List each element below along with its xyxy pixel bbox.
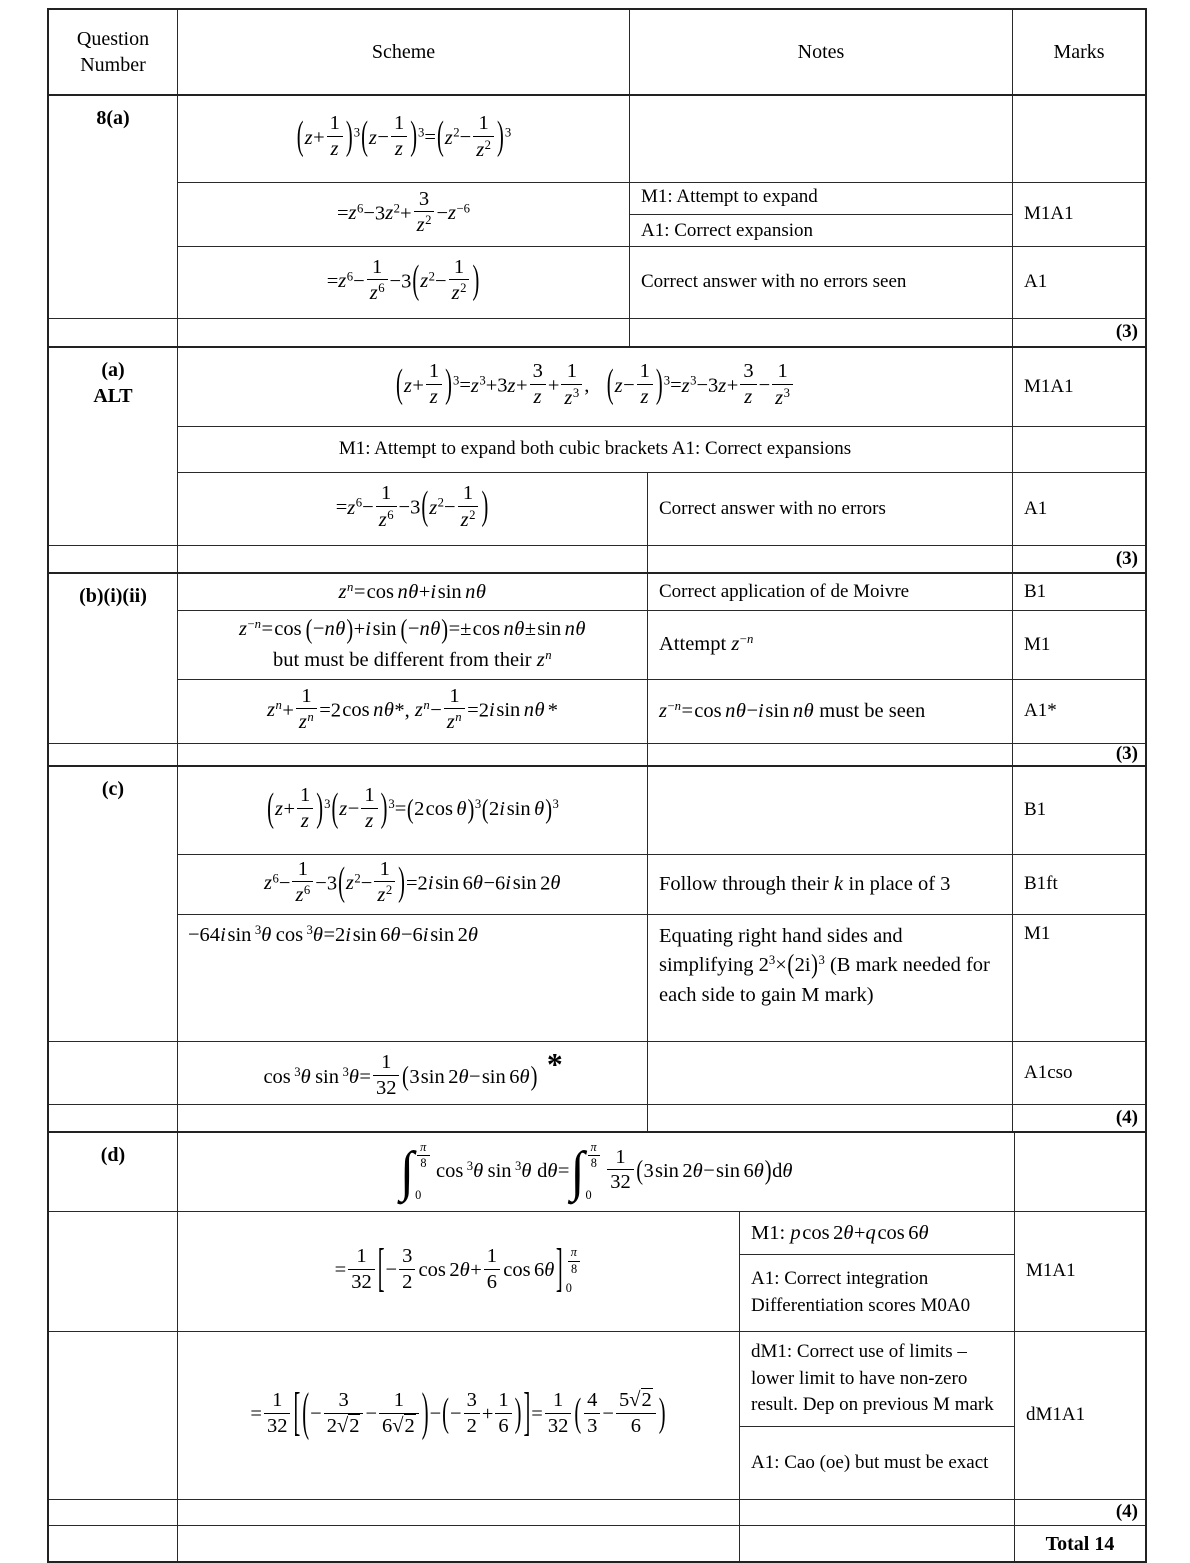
subtotal-d-value: (4) xyxy=(1115,1501,1138,1523)
header-marks-label: Marks xyxy=(1053,41,1105,63)
subtotal-d-qn-empty xyxy=(49,1499,177,1525)
note-b-row2-text: Attempt $z^{-n}$ xyxy=(659,632,754,656)
scheme-d-row3 xyxy=(177,1331,739,1499)
marks-8a-row3-value: A1 xyxy=(1024,271,1048,293)
marks-d-row1-empty xyxy=(1014,1133,1145,1211)
marks-alt-row2-empty xyxy=(1012,426,1145,472)
marks-d-row3 xyxy=(1014,1331,1145,1499)
note-d-a1-cao-text: A1: Cao (oe) but must be exact xyxy=(751,1451,989,1473)
total-row-notes-empty xyxy=(739,1525,1014,1561)
marks-b-row3-value: A1* xyxy=(1024,700,1057,722)
scheme-c-row2 xyxy=(177,854,647,914)
qn-d-row3-empty xyxy=(49,1331,177,1499)
marks-8a-row2 xyxy=(1012,182,1145,246)
section-c xyxy=(49,765,1145,1131)
notes-c-row1-empty xyxy=(647,767,1012,854)
scheme-8a-row1 xyxy=(177,96,629,182)
scheme-8a-row3 xyxy=(177,246,629,318)
mark-scheme-table xyxy=(47,8,1147,1563)
notes-b-row3 xyxy=(647,679,1012,743)
marks-c-row3 xyxy=(1012,914,1145,1041)
equation-c-1: (z+ $\frac{1}{z}$ )$^3$(z− $\frac{1}{z}$ )$^3$=(2cos θ)$^3$(2isin θ)$^3$ xyxy=(267,784,559,832)
header-scheme-label: Scheme xyxy=(371,41,436,63)
notes-d-row3 xyxy=(739,1331,1014,1499)
header-notes-label: Notes xyxy=(797,41,845,63)
header-notes xyxy=(629,10,1012,94)
header-question-number xyxy=(49,10,177,94)
notes-c-cso-empty xyxy=(647,1041,1012,1104)
total-marks xyxy=(1014,1525,1145,1561)
equation-d-2: = $\frac{1}{32}$ [− $\frac{3}{2}$ cos 2θ+ $\frac{1}{6}$ cos 6θ] $\frac{\pi}{8}$ 0 xyxy=(335,1247,583,1296)
subtotal-alt-scheme-empty xyxy=(177,545,647,572)
total-row-scheme-empty xyxy=(177,1525,739,1561)
question-number-8a xyxy=(49,96,177,318)
subtotal-alt-value: (3) xyxy=(1115,547,1138,569)
scheme-b-row2 xyxy=(177,610,647,679)
equation-c-2: $z^6-$ $\frac{1}{z^6}$ $-3(z^2-$ $\frac{1}{z^2}$ )=2isin 6θ−6isin 2θ xyxy=(264,857,561,907)
marks-c-row2-value: B1ft xyxy=(1024,873,1058,895)
section-d xyxy=(49,1131,1145,1561)
notes-d-row2 xyxy=(739,1211,1014,1331)
scheme-c-row3 xyxy=(177,914,647,1041)
qn-d-row2-empty xyxy=(49,1211,177,1331)
equation-b-2b: but must be different from their $z^n$ xyxy=(272,648,552,671)
header-scheme xyxy=(177,10,629,94)
header-marks xyxy=(1012,10,1145,94)
subtotal-8a-scheme-empty xyxy=(177,318,629,346)
notes-c-row2 xyxy=(647,854,1012,914)
subtotal-b-notes-empty xyxy=(647,743,1012,765)
subtotal-c-notes-empty xyxy=(647,1104,1012,1131)
equation-d-3: = $\frac{1}{32}$ [(− $\frac{3}{2√2}$ − $\frac{1}{6√2}$ )−(− $\frac{3}{2}$ + $\frac{1}{6}$ )]= $\frac{1}{32}$ ( $\frac{4}{3}$ − $\frac{5√2}{6}$ ) xyxy=(250,1384,666,1443)
subtotal-b-value: (3) xyxy=(1115,743,1138,765)
marks-b-row2-value: M1 xyxy=(1024,633,1051,655)
note-b-row1-text: Correct application of de Moivre xyxy=(659,580,910,602)
note-c-row3-text: Equating right hand sides and simplifying $2^3\times(2i)^3$ (B mark needed for each side to gain M mark) xyxy=(659,925,990,1006)
note-alt-row3-text: Correct answer with no errors xyxy=(659,497,886,519)
question-number-alt-label: ALT xyxy=(93,385,133,407)
note-c-row2-text: Follow through their k in place of 3 xyxy=(659,872,951,895)
question-number-8a-label: 8(a) xyxy=(96,107,130,129)
subtotal-8a-value: (3) xyxy=(1115,321,1138,343)
scheme-d-row2 xyxy=(177,1211,739,1331)
equation-d-1: ∫ $\frac{\pi}{8}$ 0 cos $^3$θ sin $^3$θ dθ= ∫ $\frac{\pi}{8}$ 0 $\frac{1}{32}$ (3sin 2θ−sin 6θ)dθ xyxy=(400,1139,793,1203)
subtotal-b-scheme-empty xyxy=(177,743,647,765)
scheme-8a-row2 xyxy=(177,182,629,246)
notes-8a-row2 xyxy=(629,182,1012,246)
marks-c-cso-value: A1cso xyxy=(1024,1061,1073,1083)
table-header-row xyxy=(49,10,1145,94)
equation-8a-1: (z+ $\frac{1}{z}$ )$^3$(z− $\frac{1}{z}$ )$^3=(z^2-$ $\frac{1}{z^2}$ )$^3$ xyxy=(296,112,512,161)
notes-c-row3 xyxy=(647,914,1012,1041)
subtotal-alt-qn-empty xyxy=(49,545,177,572)
equation-c-cso: cos $^3$θ sin $^3$θ= $\frac{1}{32}$ (3sin 2θ−sin 6θ) * xyxy=(263,1046,563,1100)
scheme-d-row1 xyxy=(177,1133,1014,1211)
subtotal-b-qn-empty xyxy=(49,743,177,765)
note-d-m1-text: M1: pcos 2θ+qcos 6θ xyxy=(751,1221,929,1244)
equation-c-3: −64isin $^3$θ cos $^3$θ=2isin 6θ−6isin 2θ xyxy=(188,923,478,946)
note-d-a1-cao xyxy=(740,1426,1014,1499)
marks-c-row3-value: M1 xyxy=(1024,923,1051,944)
subtotal-c xyxy=(1012,1104,1145,1131)
marks-alt-row3-value: A1 xyxy=(1024,497,1048,519)
notes-8a-row1-empty xyxy=(629,96,1012,182)
section-b xyxy=(49,572,1145,765)
notes-b-row2 xyxy=(647,610,1012,679)
notes-alt-row3 xyxy=(647,472,1012,545)
note-8a-a1-text: A1: Correct expansion xyxy=(641,220,814,241)
subtotal-d-notes-empty xyxy=(739,1499,1014,1525)
question-number-a-label: (a) xyxy=(101,359,125,381)
marks-d-row2 xyxy=(1014,1211,1145,1331)
scheme-alt-row3 xyxy=(177,472,647,545)
marks-alt-row3 xyxy=(1012,472,1145,545)
marks-alt-row1-value: M1A1 xyxy=(1024,375,1074,397)
equation-b-1: $z^n=\cos$ nθ+isin nθ xyxy=(338,579,486,603)
marks-c-row1 xyxy=(1012,767,1145,854)
question-number-d xyxy=(49,1133,177,1211)
marks-8a-row1-empty xyxy=(1012,96,1145,182)
subtotal-alt-notes-empty xyxy=(647,545,1012,572)
note-d-a1 xyxy=(740,1254,1014,1331)
question-number-d-label: (d) xyxy=(100,1144,126,1166)
note-d-dm1 xyxy=(740,1332,1014,1426)
marks-b-row3 xyxy=(1012,679,1145,743)
scheme-c-cso-row xyxy=(177,1041,647,1104)
note-d-a1-text: A1: Correct integration Differentiation scores M0A0 xyxy=(751,1268,971,1316)
scheme-b-row3 xyxy=(177,679,647,743)
marks-alt-row1 xyxy=(1012,348,1145,426)
equation-8a-3: $=z^6-$ $\frac{1}{z^6}$ $-3(z^2-$ $\frac{1}{z^2}$ ) xyxy=(326,255,480,305)
subtotal-d xyxy=(1014,1499,1145,1525)
marks-c-row2 xyxy=(1012,854,1145,914)
notes-alt-row2 xyxy=(177,426,1012,472)
note-8a-m1-text: M1: Attempt to expand xyxy=(641,186,818,208)
note-b-row3-text: $z^{-n}=\cos$ nθ−isin nθ must be seen xyxy=(659,698,926,722)
subtotal-c-qn-empty xyxy=(49,1104,177,1131)
section-8a xyxy=(49,94,1145,346)
scheme-b-row1 xyxy=(177,574,647,610)
question-number-c-label: (c) xyxy=(101,778,125,800)
marks-c-cso xyxy=(1012,1041,1145,1104)
note-8a-a1 xyxy=(630,214,1012,248)
subtotal-8a-qn-empty xyxy=(49,318,177,346)
question-number-c xyxy=(49,767,177,1041)
header-question-number-label: Question Number xyxy=(76,28,150,76)
marks-8a-row3 xyxy=(1012,246,1145,318)
equation-alt-1: (z+ $\frac{1}{z}$ )$^3=z^3+3z+$ $\frac{3}{z}$ + $\frac{1}{z^3}$ , (z− $\frac{1}{z}$ )$^3=z^3-3z+$ $\frac{3}{z}$ − $\frac{1}{z^3}$ xyxy=(395,362,795,412)
note-8a-row3-text: Correct answer with no errors seen xyxy=(641,271,907,293)
scheme-c-row1 xyxy=(177,767,647,854)
note-alt-row2-text: M1: Attempt to expand both cubic brackets A1: Correct expansions xyxy=(338,438,852,460)
subtotal-c-value: (4) xyxy=(1115,1106,1138,1128)
question-number-a-alt xyxy=(49,348,177,545)
equation-b-2a: $z^{-n}=\cos$ (−nθ)+isin (−nθ)=±cos nθ±sin nθ xyxy=(238,614,586,645)
scheme-alt-row1 xyxy=(177,348,1012,426)
section-a-alt xyxy=(49,346,1145,572)
subtotal-b xyxy=(1012,743,1145,765)
marks-b-row2 xyxy=(1012,610,1145,679)
marks-c-row1-value: B1 xyxy=(1024,799,1047,821)
equation-b-3: $z^n+$ $\frac{1}{z^n}$ =2cos nθ*, $z^n-$ $\frac{1}{z^n}$ =2isin nθ * xyxy=(266,684,559,734)
note-d-dm1-text: dM1: Correct use of limits – lower limit to have non-zero result. Dep on previous M mark xyxy=(751,1341,994,1416)
equation-8a-2: $=z^6-3z^2+$ $\frac{3}{z^2}$ $-z^{-6}$ xyxy=(336,187,471,237)
marks-d-row2-value: M1A1 xyxy=(1026,1260,1076,1282)
marks-b-row1-value: B1 xyxy=(1024,580,1047,602)
notes-8a-row3 xyxy=(629,246,1012,318)
equation-alt-2: $=z^6-$ $\frac{1}{z^6}$ $-3(z^2-$ $\frac{1}{z^2}$ ) xyxy=(335,482,489,531)
marks-8a-row2-value: M1A1 xyxy=(1024,203,1074,225)
note-d-m1 xyxy=(740,1212,1014,1254)
cso-row-qn-empty xyxy=(49,1041,177,1104)
subtotal-alt xyxy=(1012,545,1145,572)
subtotal-c-scheme-empty xyxy=(177,1104,647,1131)
subtotal-8a xyxy=(1012,318,1145,346)
note-8a-m1 xyxy=(630,181,1012,214)
subtotal-d-scheme-empty xyxy=(177,1499,739,1525)
total-row-qn-empty xyxy=(49,1525,177,1561)
notes-b-row1 xyxy=(647,574,1012,610)
marks-d-row3-value: dM1A1 xyxy=(1026,1404,1086,1426)
subtotal-8a-notes-empty xyxy=(629,318,1012,346)
marks-b-row1 xyxy=(1012,574,1145,610)
question-number-b-label: (b)(i)(ii) xyxy=(79,585,147,607)
question-number-b xyxy=(49,574,177,743)
total-marks-value: Total 14 xyxy=(1045,1532,1115,1555)
